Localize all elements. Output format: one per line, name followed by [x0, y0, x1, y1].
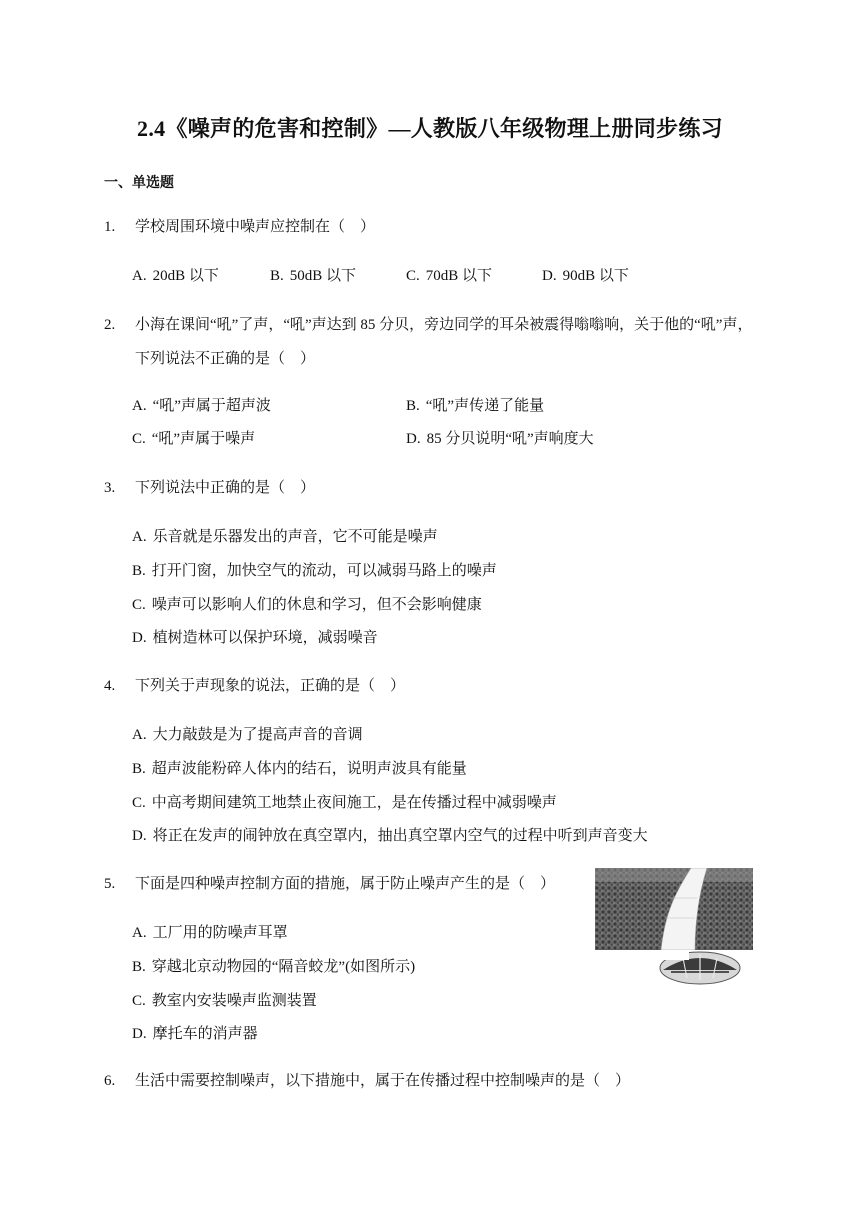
option-text: 植树造林可以保护环境，减弱噪音 — [152, 630, 378, 646]
option-letter: D. — [132, 1026, 147, 1042]
option-text: 将正在发声的闹钟放在真空罩内，抽出真空罩内空气的过程中听到声音变大 — [152, 828, 648, 844]
option-text: 70dB 以下 — [425, 268, 493, 284]
question-5-stem — [104, 867, 555, 901]
option-letter: C. — [132, 993, 146, 1009]
question-4-option-c[interactable] — [132, 793, 557, 813]
option-letter: A. — [132, 925, 147, 941]
question-4-option-b[interactable] — [132, 759, 467, 779]
option-letter: C. — [132, 795, 146, 811]
option-text: 超声波能粉碎人体内的结石，说明声波具有能量 — [151, 761, 467, 777]
option-text: 中高考期间建筑工地禁止夜间施工，是在传播过程中减弱噪声 — [151, 795, 557, 811]
option-letter: A. — [132, 529, 147, 545]
question-2-stem — [104, 308, 764, 376]
option-letter: A. — [132, 268, 147, 284]
question-5-option-a[interactable] — [132, 923, 288, 943]
option-letter: A. — [132, 398, 147, 414]
option-text: 90dB 以下 — [562, 268, 629, 284]
question-text: 学校周围环境中噪声应控制在（ ） — [135, 219, 376, 235]
option-text: 打开门窗，加快空气的流动，可以减弱马路上的噪声 — [151, 563, 497, 579]
option-letter: D. — [132, 630, 147, 646]
option-letter: B. — [406, 398, 420, 414]
option-letter: D. — [132, 828, 147, 844]
question-1-option-b[interactable] — [270, 266, 356, 286]
question-5-option-c[interactable] — [132, 991, 317, 1011]
sound-barrier-tunnel-photo — [595, 868, 753, 986]
question-number: 4. — [104, 678, 116, 694]
question-3-option-b[interactable] — [132, 561, 497, 581]
option-letter: C. — [406, 268, 420, 284]
question-text: 生活中需要控制噪声，以下措施中，属于在传播过程中控制噪声的是（ ） — [135, 1073, 631, 1089]
option-letter: B. — [270, 268, 284, 284]
option-text: 20dB 以下 — [152, 268, 219, 284]
question-1-stem — [104, 210, 375, 244]
option-letter: B. — [132, 563, 146, 579]
option-letter: A. — [132, 727, 147, 743]
option-text: “吼”声传递了能量 — [425, 398, 545, 414]
question-text: 下面是四种噪声控制方面的措施，属于防止噪声产生的是（ ） — [135, 876, 556, 892]
question-4-option-a[interactable] — [132, 725, 363, 745]
option-letter: D. — [406, 431, 421, 447]
option-text: 大力敲鼓是为了提高声音的音调 — [152, 727, 363, 743]
question-number: 3. — [104, 480, 116, 496]
question-1-option-a[interactable] — [132, 266, 219, 286]
option-letter: C. — [132, 431, 146, 447]
page-title: 2.4《噪声的危害和控制》—人教版八年级物理上册同步练习 — [137, 116, 723, 141]
question-2-option-c[interactable] — [132, 429, 255, 449]
question-2-option-b[interactable] — [406, 396, 544, 416]
question-4-stem — [104, 669, 405, 703]
option-text: “吼”声属于超声波 — [152, 398, 271, 414]
question-4-option-d[interactable] — [132, 826, 648, 846]
question-text: 下列说法中正确的是（ ） — [135, 480, 316, 496]
question-6-stem — [104, 1064, 630, 1098]
question-3-option-c[interactable] — [132, 595, 482, 615]
question-3-option-d[interactable] — [132, 628, 378, 648]
question-text: 下列关于声现象的说法，正确的是（ ） — [135, 678, 406, 694]
question-1-option-d[interactable] — [542, 266, 629, 286]
option-text: 教室内安装噪声监测装置 — [151, 993, 317, 1009]
question-number: 2. — [104, 317, 116, 333]
question-5-option-d[interactable] — [132, 1024, 258, 1044]
option-letter: B. — [132, 761, 146, 777]
question-number: 6. — [104, 1073, 116, 1089]
option-text: 工厂用的防噪声耳罩 — [152, 925, 288, 941]
question-text: 小海在课间“吼”了声，“吼”声达到 85 分贝，旁边同学的耳朵被震得嗡嗡响，关于他的“吼”声，下列说法不正确的是（ ） — [135, 317, 753, 367]
question-2-option-d[interactable] — [406, 429, 594, 449]
option-text: 摩托车的消声器 — [152, 1026, 258, 1042]
question-1-option-c[interactable] — [406, 266, 492, 286]
option-letter: C. — [132, 597, 146, 613]
option-text: 噪声可以影响人们的休息和学习，但不会影响健康 — [151, 597, 482, 613]
question-5-option-b[interactable] — [132, 957, 415, 977]
option-letter: D. — [542, 268, 557, 284]
option-text: “吼”声属于噪声 — [151, 431, 256, 447]
option-text: 穿越北京动物园的“隔音蛟龙”(如图所示) — [151, 959, 416, 975]
option-text: 50dB 以下 — [289, 268, 357, 284]
question-2-option-a[interactable] — [132, 396, 271, 416]
question-number: 5. — [104, 876, 116, 892]
question-number: 1. — [104, 219, 116, 235]
question-3-stem — [104, 471, 315, 505]
option-text: 85 分贝说明“吼”声响度大 — [426, 431, 594, 447]
option-letter: B. — [132, 959, 146, 975]
section-heading: 一、单选题 — [104, 176, 174, 191]
question-3-option-a[interactable] — [132, 527, 438, 547]
option-text: 乐音就是乐器发出的声音，它不可能是噪声 — [152, 529, 438, 545]
